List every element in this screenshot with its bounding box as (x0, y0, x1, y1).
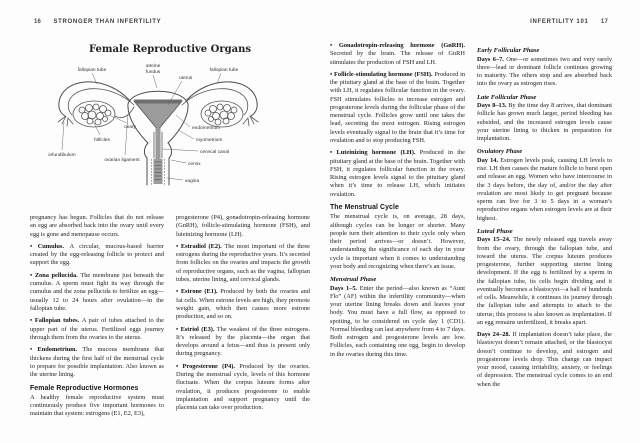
vaginal-canal-shape (154, 159, 163, 184)
uterine-cavity (134, 101, 182, 130)
bullet-glyph: • (30, 271, 35, 279)
run-in-lead: Estrone (E1). (180, 288, 221, 296)
paragraph: • Luteinizing hormone (LH). Produced in the pituitary gland at the base of the brain. Together with FSH, it regulates follicular function in the ovary. Rising estrogen levels signal to the pituitary gland when it’s time to release LH, which initiates ovulation. (330, 149, 465, 198)
run-in-lead: Estriol (E3). (180, 325, 217, 333)
label-uterine-fundus-line1: uterine (145, 64, 161, 69)
bullet-glyph: • (330, 149, 337, 157)
paragraph: A healthy female reproductive system must continuously produce five important hormones to maintain that system: estrogens (E1, E2, E3), (30, 393, 164, 418)
running-head-title-left: STRONGER THAN INFERTILITY (53, 19, 162, 25)
label-ovarian-ligament: ovarian ligament (104, 158, 140, 163)
label-uterine-fundus-line2: fundus (145, 70, 161, 75)
paragraph: Days 6–7. One—or sometimes two and very rarely three—lead or dominant follicle continues growing to maturity. The others stop and are absorbed back into the ovary as estrogen rises. (477, 55, 612, 88)
run-in-lead: Days 15–24. (477, 236, 514, 244)
run-in-lead: Days 6–7. (477, 55, 507, 63)
follicles-left (79, 104, 111, 125)
paragraph: Days 8–13. By the time day 8 arrives, that dominant follicle has grown much larger, period bleeding has subsided, and the increased estrogen levels cause your uterine lining to thicken in preparation for implantation. (477, 102, 612, 142)
bullet-glyph: • (176, 362, 183, 370)
section-heading: The Menstrual Cycle (330, 204, 399, 212)
label-ovary: ovary (124, 125, 136, 130)
cervical-canal-shape (156, 128, 161, 159)
phase-heading: Ovulatory Phase (477, 148, 523, 156)
bullet-glyph: • (330, 42, 339, 49)
phase-heading: Luteal Phase (477, 227, 513, 235)
right-page-column-1 (330, 42, 465, 434)
label-cervical-canal: cervical canal (200, 150, 230, 155)
label-myometrium: myometrium (196, 138, 223, 143)
paragraph: • Estrone (E1). Produced by both the ovaries and fat cells. When estrone levels are high, they promote weight gain, which then causes more estrone production, and so on. (176, 288, 310, 321)
uterus-left-wall (128, 104, 148, 185)
figure-female-reproductive-organs (30, 44, 310, 198)
paragraph: Days 24–28. If implantation doesn’t take place, the blastocyst doesn’t remain attached, or the blastocyst doesn’t continue to develop, and estrogen and progesterone levels drop. This change can impact your mood, causing irritability, anxiety, or feelings of depression. The menstrual cycle comes to an end when the (477, 331, 612, 388)
bullet-glyph: • (30, 242, 38, 250)
uterus-right-wall (168, 104, 188, 185)
label-cervix: cervix (188, 162, 201, 167)
label-infundibulum: infundibulum (48, 153, 76, 158)
right-page-columns (330, 42, 612, 434)
paragraph: Days 15–24. The newly released egg travels away from the ovary, through the fallopian tube, and toward the uterus. The corpus luteum produces progesterone, further supporting uterine lining development. If the egg is fertilized by a sperm in the fallopian tube, its cells begin dividing and it eventually becomes a blastocyst—a ball of hundreds of cells. Meanwhile, it continues its journey through the fallopian tube and attempts to attach to the uterus; this process is also known as implantation. If an egg remains unfertilized, it breaks apart. (477, 236, 612, 326)
label-vagina: vagina (185, 179, 200, 184)
paragraph: Days 1–5. Enter the period—also known as “Aunt Flo” (AF) within the infertility community—when your uterine lining breaks down and leaves your body. You must have a full flow, as opposed to spotting, to be considered on cycle day 1 (CD1). Normal bleeding can last anywhere from 4 to 7 days. Both estrogen and progesterone levels are low. Follicles, each containing one egg, begin to develop in the ovaries during this time. (330, 284, 465, 358)
paragraph: pregnancy has begun. Follicles that do not release an egg are absorbed back into the ovary until every egg is gone and menopause occurs. (30, 214, 164, 238)
paragraph: • Estradiol (E2). The most important of the three estrogens during the reproductive years. It’s secreted from follicles on the ovaries and impacts the growth of reproductive organs, such as the vagina, fallopian tubes, uterine lining, and cervical glands. (176, 242, 310, 283)
run-in-lead: Cumulus. (37, 242, 70, 250)
paragraph: • Gonadotropin-releasing hormone (GnRH). Secreted by the brain. The release of GnRH stimulates the production of FSH and LH. (330, 42, 465, 66)
paragraph: • Cumulus. A circular, mucous-based barrier created by the egg-releasing follicle to protect and support the egg. (30, 242, 164, 267)
run-in-lead: Fallopian tubes. (34, 317, 82, 325)
run-in-lead: Days 8–13. (477, 102, 509, 109)
paragraph: • Estriol (E3). The weakest of the three estrogens. It’s released by the placenta—the organ that develops around a fetus—and thus is present only during pregnancy. (176, 325, 310, 358)
running-head-right (530, 19, 612, 25)
bullet-glyph: • (30, 317, 35, 325)
bullet-glyph: • (30, 346, 38, 354)
running-head-title-right: INFERTILITY 101 (530, 19, 589, 25)
run-in-lead: Estradiol (E2). (180, 242, 225, 250)
section-heading: Female Reproductive Hormones (30, 384, 139, 392)
paragraph: progesterone (P4), gonadotropin-releasing hormone (GnRH), follicle-stimulating hormone (FSH), and luteinizing hormone (LH). (176, 214, 310, 238)
running-head-left (30, 19, 161, 25)
label-fallopian-tube-right: fallopian tube (209, 68, 239, 73)
ovarian-ligament-line (115, 107, 134, 118)
cavity-top-band (134, 100, 182, 104)
run-in-lead: Endometrium. (37, 346, 83, 354)
paragraph: Day 14. Estrogen levels peak, causing LH levels to rise. LH then causes the mature follicle to burst open and release an egg. Women who have intercourse in the 3 days before, the day of, and/or the day after ovulation are most likely to get pregnant because sperm can live for 3 to 5 days in a woman’s reproductive organs when estrogen levels are at their highest. (477, 156, 612, 222)
phase-heading: Early Follicular Phase (477, 47, 540, 54)
paragraph: • Progesterone (P4). Produced by the ovaries. During the menstrual cycle, levels of this hormone fluctuate. When the corpus luteum forms after ovulation, it produces progesterone to enable implantation and support pregnancy until the placenta can take over production. (176, 362, 310, 411)
label-follicles: follicles (94, 138, 110, 143)
bullet-glyph: • (176, 288, 181, 296)
bullet-glyph: • (176, 325, 181, 333)
label-endometrium: endometrium (192, 126, 220, 131)
run-in-lead: Days 1–5. (330, 284, 360, 292)
fimbriae-right (243, 116, 258, 126)
paragraph: • Fallopian tubes. A pair of tubes attached to the upper part of the uterus. Fertilized eggs journey through them from the ovaries to the uterus. (30, 317, 164, 341)
run-in-lead: Days 24–28. (477, 331, 513, 339)
label-fallopian-tube-left: fallopian tube (77, 68, 107, 73)
fimbriae-left (58, 116, 73, 126)
right-page-column-2 (477, 42, 612, 434)
follicles-right (205, 104, 237, 125)
run-in-lead: Follicle-stimulating hormone (FSH). (334, 70, 435, 78)
phase-heading: Late Follicular Phase (477, 93, 537, 101)
reproductive-system-diagram (30, 58, 310, 198)
paragraph: • Endometrium. The mucous membrane that thickens during the first half of the menstrual cycle to prepare for possible implantation. Also known as the uterine lining. (30, 346, 164, 378)
page-right (320, 0, 640, 443)
paragraph: The menstrual cycle is, on average, 28 days, although cycles can be longer or shorter. Many people turn their attention to their cycle only when their period arrives—or doesn’t. However, understanding the significance of each day in your cycle is important when it comes to understanding your body and recognizing when there’s an issue. (330, 213, 465, 270)
figure-title: Female Reproductive Organs (89, 44, 251, 55)
paragraph: • Follicle-stimulating hormone (FSH). Produced in the pituitary gland at the base of the brain. Together with LH, it regulates follicular function in the ovary. FSH stimulates follicles to increase estrogen and progesterone levels during the follicular phase of the menstrual cycle. Follicles grow until one takes the lead, secreting the most estrogen. Rising estrogen levels eventually signal to the brain that it’s time for ovulation and to stop producing FSH. (330, 70, 465, 144)
page-number-left: 16 (34, 19, 42, 25)
left-page-column-1 (30, 214, 164, 432)
phase-heading: Menstrual Phase (330, 276, 377, 284)
left-page-columns (30, 214, 310, 432)
paragraph: • Zona pellucida. The membrane just beneath the cumulus. A sperm must fight its way through the cumulus and the zona pellucida to fertilize an egg—usually 12 to 24 hours after ovulation—in the fallopian tube. (30, 271, 164, 312)
run-in-lead: Gonadotropin-releasing hormone (GnRH). (338, 42, 465, 49)
run-in-lead: Day 14. (477, 156, 501, 164)
run-in-lead: Luteinizing hormone (LH). (336, 149, 420, 157)
label-uterus: uterus (179, 76, 193, 81)
run-in-lead: Progesterone (P4). (182, 362, 240, 370)
left-page-column-2 (176, 214, 310, 432)
bullet-glyph: • (330, 70, 335, 78)
run-in-lead: Zona pellucida. (34, 271, 81, 279)
bullet-glyph: • (176, 242, 181, 250)
page-number-right: 17 (600, 19, 608, 25)
